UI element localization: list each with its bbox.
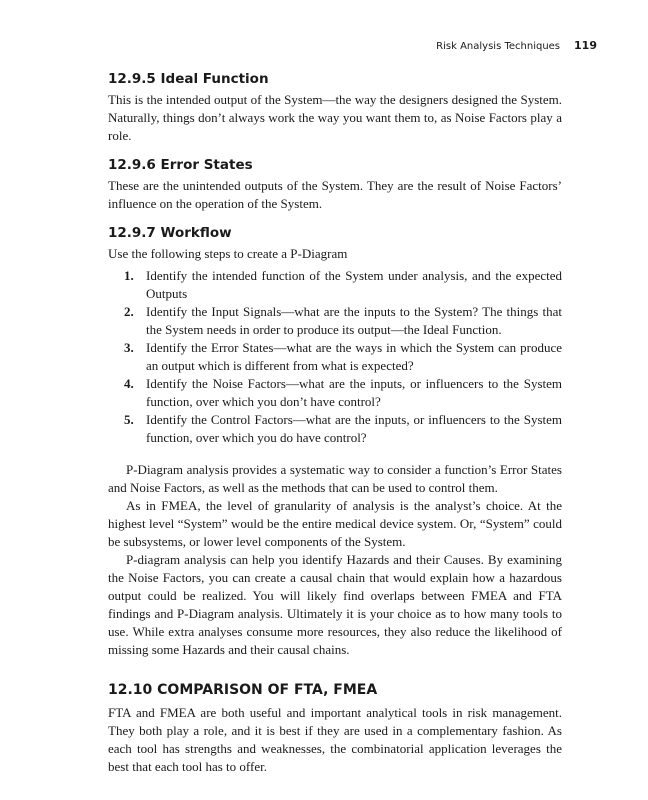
spacer	[108, 447, 562, 461]
section-heading: 12.9.7 Workflow	[108, 225, 232, 241]
item-text: Identify the intended function of the System under analysis, and the expected Outputs	[146, 268, 562, 301]
section-ideal-function	[108, 70, 562, 145]
body-paragraph: P-Diagram analysis provides a systematic way to consider a function’s Error States and Noise Factors, as well as the methods that can be used to control them.	[108, 462, 562, 495]
body-paragraph: P-diagram analysis can help you identify Hazards and their Causes. By examining the Noise Factors, you can create a causal chain that would explain how a hazardous output could be realized. You will likely find overlaps between FMEA and FTA findings and P-Diagram analysis. Ultimately it is your choice as to how many tools to use. While extra analyses consume more resources, they also reduce the likelihood of missing some Hazards and their causal chains.	[108, 552, 562, 657]
body-paragraph: These are the unintended outputs of the System. They are the result of Noise Factors’ influence on the operation of the System.	[108, 178, 562, 211]
list-item	[124, 411, 562, 447]
item-text: Identify the Error States—what are the ways in which the System can produce an output which is different from what is expected?	[146, 340, 562, 373]
running-title: Risk Analysis Techniques	[436, 41, 561, 52]
workflow-steps	[108, 267, 562, 447]
section-error-states	[108, 156, 562, 213]
list-intro: Use the following steps to create a P-Diagram	[108, 246, 348, 261]
section-workflow	[108, 224, 562, 659]
item-number: 5.	[124, 412, 134, 427]
body-paragraph: FTA and FMEA are both useful and important analytical tools in risk management. They both play a role, and it is best if they are used in a complementary fashion. As each tool has strengths and weaknesses, the combinatorial application leverages the best that each tool has to offer.	[108, 705, 562, 774]
item-text: Identify the Control Factors—what are the inputs, or influencers to the System function, over which you do have control?	[146, 412, 562, 445]
item-number: 3.	[124, 340, 134, 355]
list-item	[124, 303, 562, 339]
list-item	[124, 339, 562, 375]
item-number: 2.	[124, 304, 134, 319]
section-heading: 12.9.5 Ideal Function	[108, 71, 269, 87]
item-text: Identify the Input Signals—what are the inputs to the System? The things that the System needs in order to produce its output—the Ideal Function.	[146, 304, 562, 337]
page-number: 119	[574, 39, 597, 52]
body-paragraph: This is the intended output of the System—the way the designers designed the System. Naturally, things don’t always work the way you want them to, as Noise Factors play a role.	[108, 92, 562, 143]
running-header	[108, 40, 597, 53]
section-comparison	[108, 681, 562, 776]
section-heading: 12.10 COMPARISON OF FTA, FMEA	[108, 682, 378, 698]
body-paragraph: As in FMEA, the level of granularity of analysis is the analyst’s choice. At the highest level “System” would be the entire medical device system. Or, “System” could be subsystems, or lower level components of the System.	[108, 498, 562, 549]
item-number: 1.	[124, 268, 134, 283]
list-item	[124, 267, 562, 303]
page-body	[108, 70, 562, 787]
section-heading: 12.9.6 Error States	[108, 157, 253, 173]
item-number: 4.	[124, 376, 134, 391]
list-item	[124, 375, 562, 411]
item-text: Identify the Noise Factors—what are the inputs, or influencers to the System function, over which you don’t have control?	[146, 376, 562, 409]
